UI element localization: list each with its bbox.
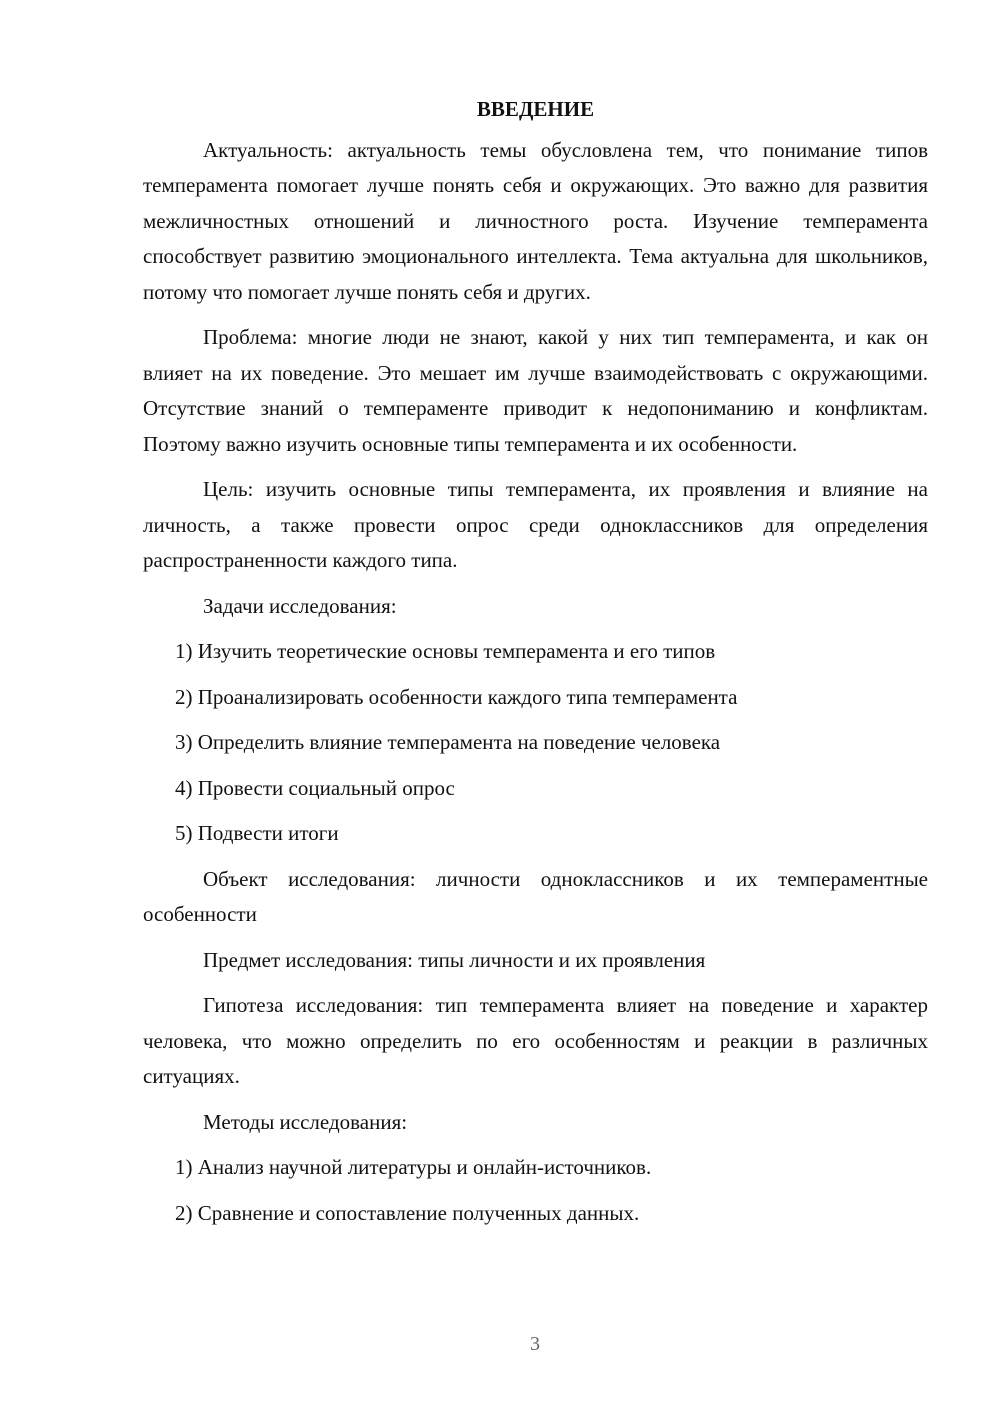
goal-paragraph: Цель: изучить основные типы темперамента, их проявления и влияние на личность, а также провести опрос среди одноклассников для определения распространенности каждого типа. [143,477,928,572]
document-page [143,92,928,1241]
methods-heading: Методы исследования: [203,1109,408,1134]
subject-paragraph: Предмет исследования: типы личности и их проявления [203,947,706,972]
hypothesis-paragraph: Гипотеза исследования: тип темперамента влияет на поведение и характер человека, что можно определить по его особенностям и реакции в различных ситуациях. [143,993,928,1088]
problem-paragraph: Проблема: многие люди не знают, какой у них тип темперамента, и как он влияет на их поведение. Это мешает им лучше взаимодействовать с окружающими. Отсутствие знаний о темпераменте приводит к недопониманию и конфликтам. Поэтому важно изучить основные типы темперамента и их особенности. [143,325,928,456]
section-title: ВВЕДЕНИЕ [476,97,595,121]
task-item-2: 2) Проанализировать особенности каждого типа темперамента [175,684,738,709]
method-item-1: 1) Анализ научной литературы и онлайн-источников. [175,1155,652,1179]
relevance-paragraph: Актуальность: актуальность темы обусловлена тем, что понимание типов темперамента помогает лучше понять себя и окружающих. Это важно для развития межличностных отношений и личностного роста. Изучение темперамента способствует развитию эмоционального интеллекта. Тема актуальна для школьников, потому что помогает лучше понять себя и других. [143,137,928,304]
object-paragraph: Объект исследования: личности одноклассников и их темпераментные особенности [143,866,928,926]
task-item-1: 1) Изучить теоретические основы темперамента и его типов [175,639,716,663]
task-item-3: 3) Определить влияние темперамента на поведение человека [175,730,721,754]
page-number: 3 [530,1333,540,1355]
task-item-4: 4) Провести социальный опрос [175,775,455,800]
method-item-2: 2) Сравнение и сопоставление полученных данных. [175,1200,640,1225]
task-item-5: 5) Подвести итоги [175,821,339,845]
tasks-heading: Задачи исследования: [203,593,397,618]
